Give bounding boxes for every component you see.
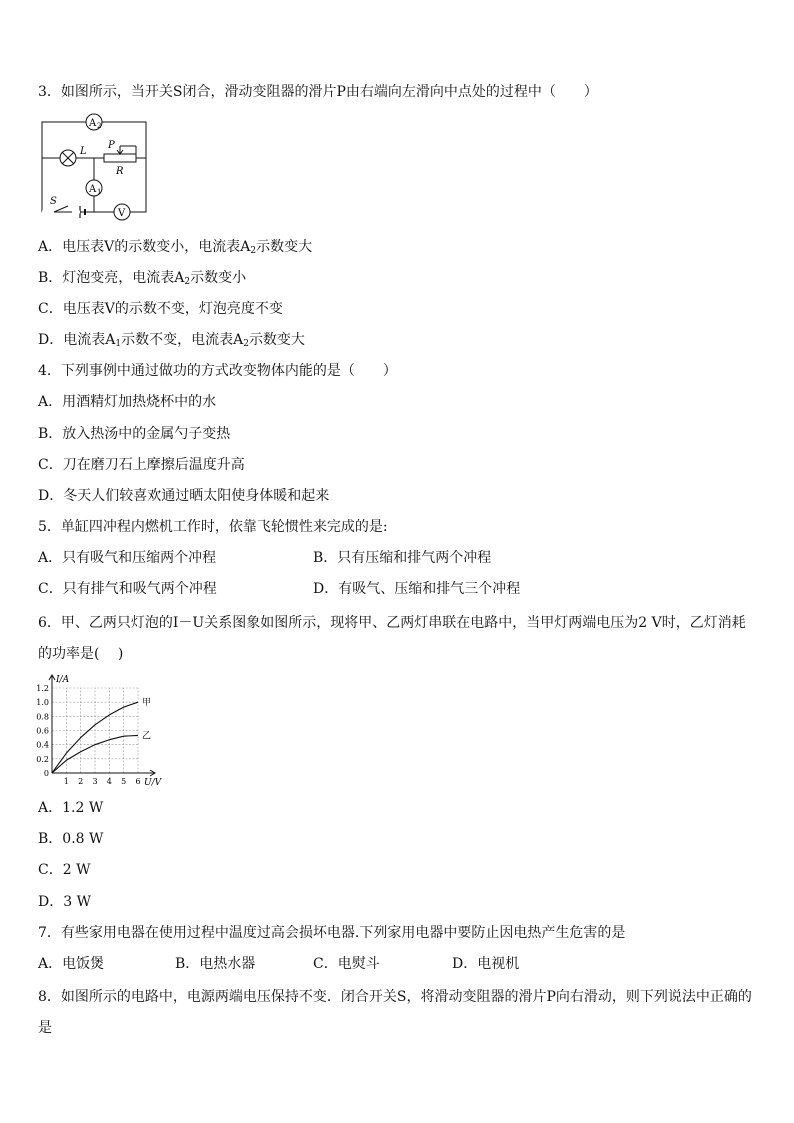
q3-option-c: C．电压表V的示数不变，灯泡亮度不变 xyxy=(38,301,283,317)
y-axis-label: I/A xyxy=(56,675,70,685)
q5-stem: 5．单缸四冲程内燃机工作时，依靠飞轮惯性来完成的是: xyxy=(38,519,388,535)
q6-option-b: B．0.8 W xyxy=(38,831,104,847)
svg-text:1: 1 xyxy=(97,188,102,196)
q3-circuit-diagram xyxy=(36,110,156,222)
q3-stem: 3．如图所示，当开关S闭合，滑动变阻器的滑片P由右端向左滑向中点处的过程中（ ） xyxy=(38,84,598,100)
v-label: V xyxy=(118,208,126,219)
q8-stem-line2: 是 xyxy=(38,1020,52,1036)
q4-option-c: C．刀在磨刀石上摩擦后温度升高 xyxy=(38,457,245,473)
l-label: L xyxy=(80,146,87,157)
p-label: P xyxy=(108,140,115,151)
y-tick-label: 0.6 xyxy=(36,726,49,736)
q6-option-d: D．3 W xyxy=(38,894,91,910)
q7-option-b: B．电热水器 xyxy=(175,956,256,972)
q7-option-d: D．电视机 xyxy=(452,956,520,972)
iu-chart xyxy=(22,672,172,792)
x-tick-label: 6 xyxy=(135,777,141,786)
q7-option-a: A．电饭煲 xyxy=(38,956,105,972)
y-tick-label: 1.0 xyxy=(36,698,49,708)
q5-option-c: C．只有排气和吸气两个冲程 xyxy=(38,581,217,597)
q5-option-a: A．只有吸气和压缩两个冲程 xyxy=(38,550,217,566)
q6-stem-line2: 的功率是( ) xyxy=(38,646,124,662)
series-label-2: 乙 xyxy=(142,731,152,742)
q4-option-d: D．冬天人们较喜欢通过晒太阳使身体暖和起来 xyxy=(38,488,330,504)
q6-option-a: A．1.2 W xyxy=(38,800,104,816)
y-tick-label: 1.2 xyxy=(36,684,49,693)
y-tick-label: 0 xyxy=(43,769,49,778)
x-tick-label: 3 xyxy=(92,777,98,786)
a2-label: A xyxy=(89,118,97,129)
svg-text:2: 2 xyxy=(97,122,102,130)
series-label-1: 甲 xyxy=(142,698,152,709)
y-tick-label: 0.8 xyxy=(36,712,49,722)
s-label: S xyxy=(50,196,57,207)
x-tick-label: 4 xyxy=(106,777,112,786)
x-tick-label: 5 xyxy=(121,777,127,786)
a1-label: A xyxy=(89,184,97,195)
q8-stem-line1: 8．如图所示的电路中，电源两端电压保持不变．闭合开关S，将滑动变阻器的滑片P向右滑动，则下列说法中正确的 xyxy=(38,989,752,1005)
q7-option-c: C．电熨斗 xyxy=(313,956,380,972)
q4-option-b: B．放入热汤中的金属勺子变热 xyxy=(38,426,231,442)
x-tick-label: 1 xyxy=(63,777,69,786)
x-tick-label: 2 xyxy=(78,777,84,786)
q5-option-d: D．有吸气、压缩和排气三个冲程 xyxy=(313,581,521,597)
q3-option-a: A．电压表V的示数变小，电流表$A_2$示数变大 xyxy=(38,239,313,256)
q3-option-d: D．电流表$A_1$示数不变，电流表$A_2$示数变大 xyxy=(38,332,305,349)
q5-option-b: B．只有压缩和排气两个冲程 xyxy=(313,550,492,566)
q6-stem-line1: 6．甲、乙两只灯泡的I－U关系图象如图所示，现将甲、乙两灯串联在电路中，当甲灯两端电压为2 V时，乙灯消耗 xyxy=(38,615,746,631)
x-axis-label: U/V xyxy=(144,778,162,788)
y-tick-label: 0.4 xyxy=(36,740,49,750)
q3-option-b: B．灯泡变亮，电流表$A_2$示数变小 xyxy=(38,270,247,287)
q4-option-a: A．用酒精灯加热烧杯中的水 xyxy=(38,394,217,410)
q4-stem: 4．下列事例中通过做功的方式改变物体内能的是（ ） xyxy=(38,363,397,379)
q7-stem: 7．有些家用电器在使用过程中温度过高会损坏电器.下列家用电器中要防止因电热产生危害的是 xyxy=(38,925,626,941)
q6-option-c: C．2 W xyxy=(38,862,91,878)
r-label: R xyxy=(116,166,124,177)
y-tick-label: 0.2 xyxy=(36,754,49,764)
